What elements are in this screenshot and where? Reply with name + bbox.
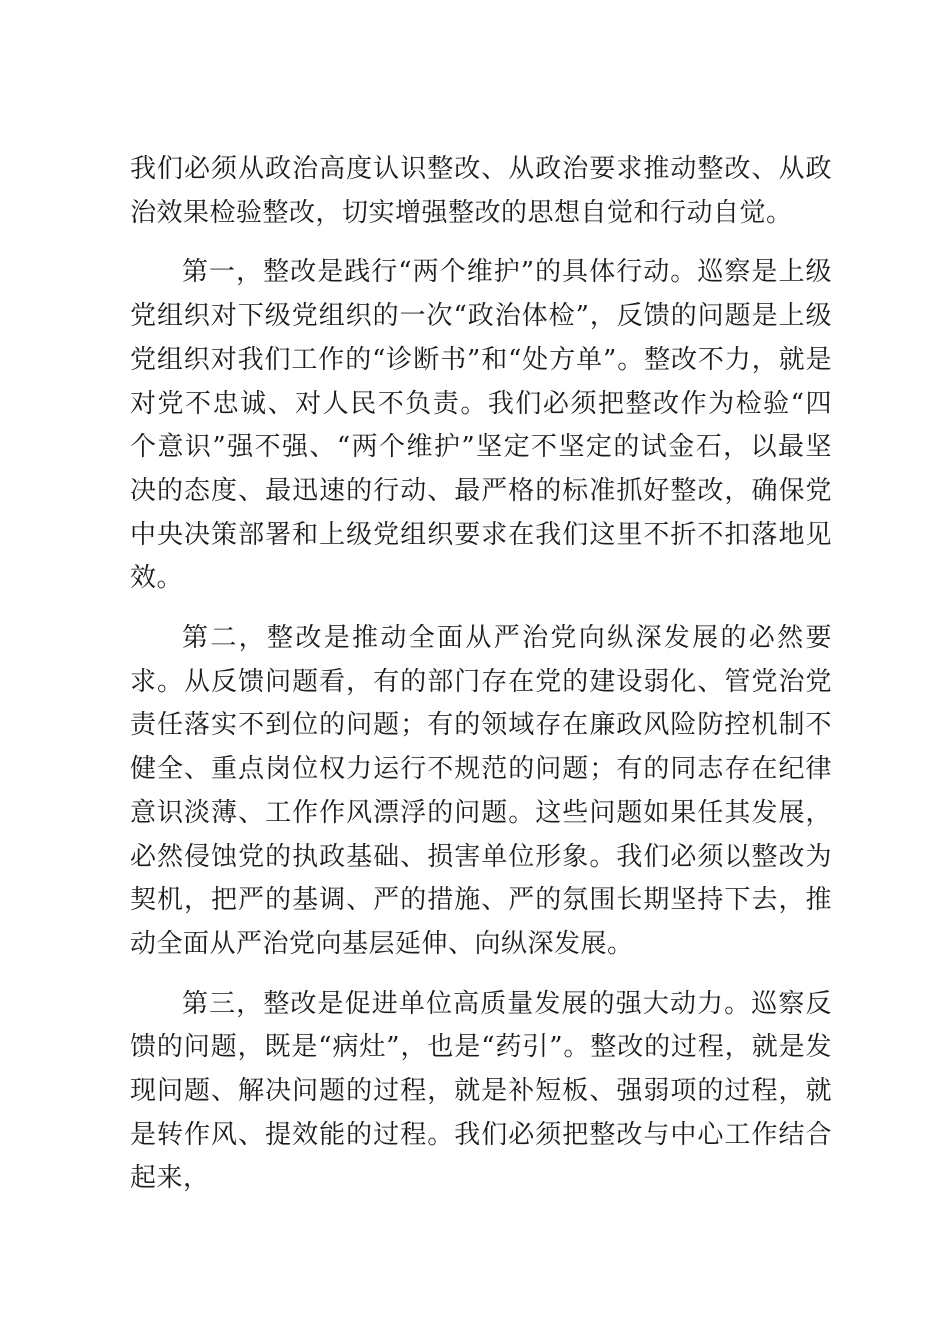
paragraph-intro-continuation: 我们必须从政治高度认识整改、从政治要求推动整改、从政治效果检验整改，切实增强整改的思想自觉和行动自觉。 [130, 154, 832, 228]
document-body [130, 148, 832, 1201]
paragraph-first-point: 第一，整改是践行“两个维护”的具体行动。巡察是上级党组织对下级党组织的一次“政治体检”，反馈的问题是上级党组织对我们工作的“诊断书”和“处方单”。整改不力，就是对党不忠诚、对人民不负责。我们必须把整改作为检验“四个意识”强不强、“两个维护”坚定不坚定的试金石，以最坚决的态度、最迅速的行动、最严格的标准抓好整改，确保党中央决策部署和上级党组织要求在我们这里不折不扣落地见效。 [130, 257, 832, 594]
paragraph-second-point: 第二，整改是推动全面从严治党向纵深发展的必然要求。从反馈问题看，有的部门存在党的建设弱化、管党治党责任落实不到位的问题；有的领域存在廉政风险防控机制不健全、重点岗位权力运行不规范的问题；有的同志存在纪律意识淡薄、工作作风漂浮的问题。这些问题如果任其发展，必然侵蚀党的执政基础、损害单位形象。我们必须以整改为契机，把严的基调、严的措施、严的氛围长期坚持下去，推动全面从严治党向基层延伸、向纵深发展。 [130, 623, 832, 959]
paragraph-third-point: 第三，整改是促进单位高质量发展的强大动力。巡察反馈的问题，既是“病灶”，也是“药引”。整改的过程，就是发现问题、解决问题的过程，就是补短板、强弱项的过程，就是转作风、提效能的过程。我们必须把整改与中心工作结合起来， [130, 988, 832, 1194]
